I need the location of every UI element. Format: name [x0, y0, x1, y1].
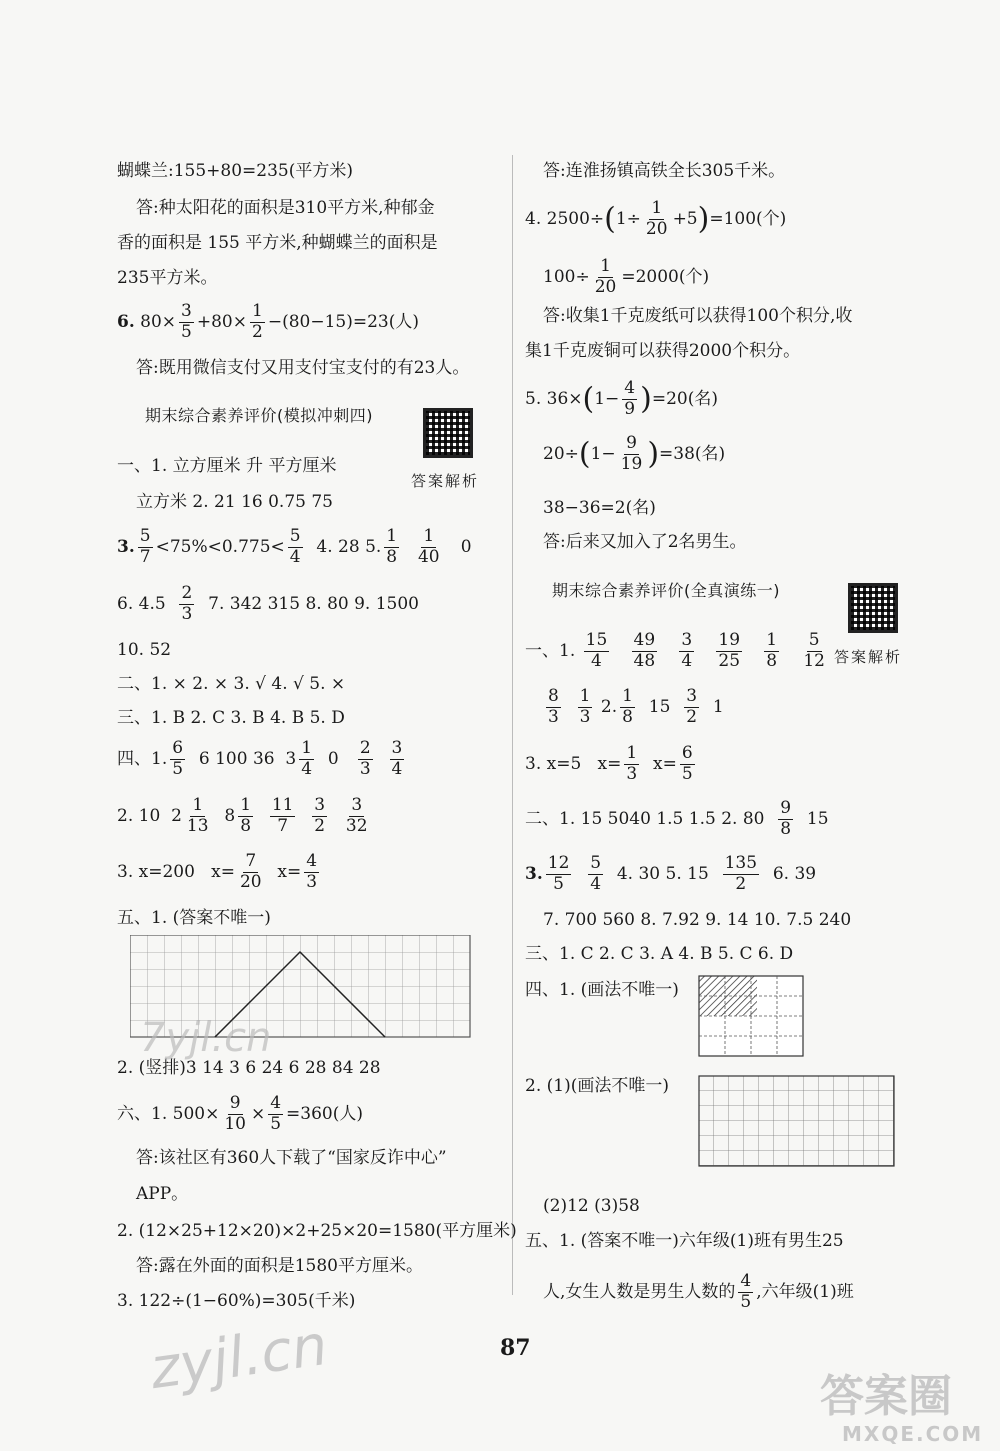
qr-code-icon[interactable]	[423, 408, 473, 458]
text-line: 蝴蝶兰:155+80=235(平方米)	[117, 161, 354, 181]
shaded-grid-figure	[698, 975, 806, 1060]
answer-line: 五、1. (答案不唯一)	[117, 908, 271, 928]
equation-r4: 4. 2500÷(1÷ $\frac{1}{20}$ +5)=100(个)	[525, 198, 787, 239]
text-line: 答:种太阳花的面积是310平方米,种郁金	[136, 198, 435, 218]
answer-line: 答:该社区有360人下载了“国家反诈中心”	[136, 1148, 447, 1168]
answer-line: 四、1. (画法不唯一)	[525, 980, 679, 1000]
column-divider	[512, 155, 513, 1295]
equation-r5: 5. 36×(1− $\frac{4}{9}$ )=20(名)	[525, 378, 718, 419]
page-number: 87	[500, 1335, 531, 1361]
text-line: 235平方米。	[117, 268, 218, 288]
section-title: 期末综合素养评价(全真演练一)	[552, 581, 780, 600]
watermark: zyjl.cn	[146, 1312, 332, 1403]
answer-line-iv3: 3. x=200 x= $\frac{7}{20}$ x= $\frac{4}{3}$	[117, 851, 318, 892]
text-line: 香的面积是 155 平方米,种蝴蝶兰的面积是	[117, 233, 438, 253]
answer-line: 二、1. × 2. × 3. √ 4. √ 5. ×	[117, 674, 346, 694]
answer-line: 答:露在外面的面积是1580平方厘米。	[136, 1256, 423, 1276]
equation-q6: 6. 80× $\frac{3}{5}$ +80× $\frac{1}{2}$ −(80−15)=23(人)	[117, 301, 419, 342]
answer-line: 答:收集1千克废纸可以获得100个积分,收	[543, 306, 853, 326]
answer-line-a1: 一、1. $\frac{15}{4}$ $\frac{49}{48}$ $\frac{3}{4}$ $\frac{19}{25}$ $\frac{1}{8}$ $\frac{5}{12}$	[525, 630, 825, 671]
answer-analysis-label: 答案解析	[834, 648, 903, 666]
answer-line: (2)12 (3)58	[543, 1196, 640, 1216]
answer-line: 答:后来又加入了2名男生。	[543, 532, 747, 552]
qr-code-icon[interactable]	[848, 583, 898, 633]
equation-r5c: 20÷(1− $\frac{9}{19}$ )=38(名)	[543, 433, 726, 474]
answer-line-3: 3. $\frac{5}{7}$ <75%<0.775< $\frac{5}{4}$ 4. 28 5. $\frac{1}{8}$ $\frac{1}{40}$ 0	[117, 526, 472, 567]
watermark-url: MXQE.COM	[842, 1422, 984, 1446]
watermark: 7yjl.cn	[140, 1015, 272, 1061]
section-title: 期末综合素养评价(模拟冲刺四)	[145, 406, 373, 425]
answer-line: 三、1. B 2. C 3. B 4. B 5. D	[117, 708, 345, 728]
answer-line: 38−36=2(名)	[543, 498, 656, 518]
answer-line: 三、1. C 2. C 3. A 4. B 5. C 6. D	[525, 944, 794, 964]
answer-line-b3: 3. $\frac{12}{5}$ $\frac{5}{4}$ 4. 30 5. 15 $\frac{135}{2}$ 6. 39	[525, 853, 817, 894]
answer-line-iv2: 2. 10 2 $\frac{1}{13}$ 8 $\frac{1}{8}$ $\frac{11}{7}$ $\frac{3}{2}$ $\frac{3}{32}$	[117, 795, 368, 836]
watermark-stamp: 答案圈	[820, 1371, 952, 1422]
answer-line: 一、1. 立方厘米 升 平方厘米	[117, 456, 337, 476]
answer-line: 集1千克废铜可以获得2000个积分。	[525, 341, 801, 361]
answer-line: 答:连淮扬镇高铁全长305千米。	[543, 161, 786, 181]
answer-line: 五、1. (答案不唯一)六年级(1)班有男生25	[525, 1231, 844, 1251]
answer-analysis-label: 答案解析	[411, 472, 480, 490]
answer-line-6: 6. 4.5 $\frac{2}{3}$ 7. 342 315 8. 80 9. 1500	[117, 583, 419, 624]
shaded-region	[699, 976, 757, 1016]
answer-line: 7. 700 560 8. 7.92 9. 14 10. 7.5 240	[543, 910, 852, 930]
answer-line-a1b: $\frac{8}{3}$ $\frac{1}{3}$ 2. $\frac{1}{8}$ 15 $\frac{3}{2}$ 1	[548, 686, 724, 727]
grid-figure	[698, 1075, 908, 1175]
equation-r4c: 100÷ $\frac{1}{20}$ =2000(个)	[543, 256, 710, 297]
answer-line-b1: 二、1. 15 5040 1.5 1.5 2. 80 $\frac{9}{8}$ 15	[525, 798, 829, 839]
answer-line: 答:既用微信支付又用支付宝支付的有23人。	[136, 358, 470, 378]
answer-line-e1: 人,女生人数是男生人数的 $\frac{4}{5}$ ,六年级(1)班	[543, 1271, 854, 1312]
answer-line: 立方米 2. 21 16 0.75 75	[136, 492, 333, 512]
answer-line: 3. 122÷(1−60%)=305(千米)	[117, 1291, 356, 1311]
answer-line: APP。	[136, 1184, 189, 1204]
answer-line-iv1: 四、1. $\frac{6}{5}$ 6 100 36 3 $\frac{1}{4}$ 0 $\frac{2}{3}$ $\frac{3}{4}$	[117, 738, 403, 779]
answer-line: 2. (1)(画法不唯一)	[525, 1076, 669, 1096]
equation-vi1: 六、1. 500× $\frac{9}{10}$ × $\frac{4}{5}$ =360(人)	[117, 1093, 364, 1134]
answer-line: 10. 52	[117, 640, 172, 660]
answer-line: 2. (竖排)3 14 3 6 24 6 28 84 28	[117, 1058, 381, 1078]
answer-line: 2. (12×25+12×20)×2+25×20=1580(平方厘米)	[117, 1221, 517, 1241]
answer-line-a3: 3. x=5 x= $\frac{1}{3}$ x= $\frac{6}{5}$	[525, 743, 693, 784]
